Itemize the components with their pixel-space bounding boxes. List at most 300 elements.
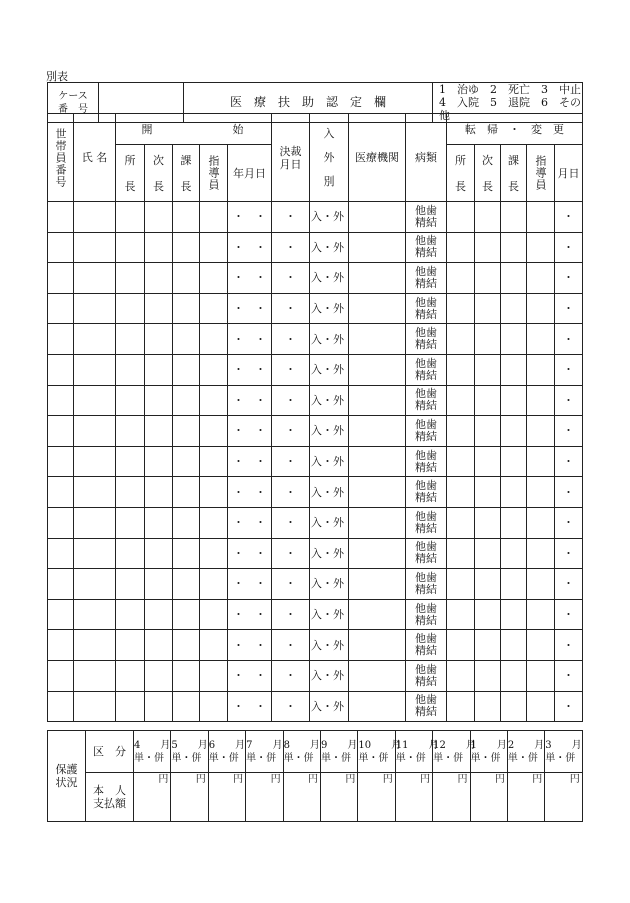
start-date-cell[interactable]: ・ ・ [228, 202, 272, 233]
household-cell[interactable] [48, 599, 74, 630]
start-section-cell[interactable] [173, 569, 200, 600]
start-chief-cell[interactable] [116, 599, 145, 630]
transfer-chief-cell[interactable] [447, 324, 475, 355]
transfer-guide-cell[interactable] [527, 293, 555, 324]
decision-date-cell[interactable]: ・ [272, 630, 310, 661]
transfer-section-cell[interactable] [501, 660, 527, 691]
transfer-deputy-cell[interactable] [475, 202, 501, 233]
start-section-cell[interactable] [173, 354, 200, 385]
institution-cell[interactable] [349, 232, 406, 263]
start-section-cell[interactable] [173, 202, 200, 233]
transfer-date-cell[interactable]: ・ [555, 324, 583, 355]
inout-cell[interactable]: 入・外 [310, 507, 349, 538]
transfer-deputy-cell[interactable] [475, 538, 501, 569]
transfer-chief-cell[interactable] [447, 507, 475, 538]
start-guide-cell[interactable] [200, 202, 228, 233]
start-date-cell[interactable]: ・ ・ [228, 416, 272, 447]
start-date-cell[interactable]: ・ ・ [228, 232, 272, 263]
transfer-chief-cell[interactable] [447, 293, 475, 324]
start-deputy-cell[interactable] [145, 569, 173, 600]
decision-date-cell[interactable]: ・ [272, 569, 310, 600]
decision-date-cell[interactable]: ・ [272, 354, 310, 385]
start-chief-cell[interactable] [116, 416, 145, 447]
transfer-guide-cell[interactable] [527, 354, 555, 385]
name-cell[interactable] [74, 232, 116, 263]
household-cell[interactable] [48, 507, 74, 538]
transfer-date-cell[interactable]: ・ [555, 507, 583, 538]
transfer-chief-cell[interactable] [447, 446, 475, 477]
inout-cell[interactable]: 入・外 [310, 599, 349, 630]
transfer-section-cell[interactable] [501, 538, 527, 569]
inout-cell[interactable]: 入・外 [310, 660, 349, 691]
transfer-deputy-cell[interactable] [475, 416, 501, 447]
payment-amount-cell[interactable]: 円 [507, 773, 544, 822]
inout-cell[interactable]: 入・外 [310, 354, 349, 385]
payment-amount-cell[interactable]: 円 [433, 773, 470, 822]
institution-cell[interactable] [349, 202, 406, 233]
start-section-cell[interactable] [173, 293, 200, 324]
start-chief-cell[interactable] [116, 477, 145, 508]
payment-amount-cell[interactable]: 円 [134, 773, 171, 822]
household-cell[interactable] [48, 691, 74, 722]
start-section-cell[interactable] [173, 538, 200, 569]
start-section-cell[interactable] [173, 385, 200, 416]
start-chief-cell[interactable] [116, 232, 145, 263]
inout-cell[interactable]: 入・外 [310, 416, 349, 447]
transfer-deputy-cell[interactable] [475, 660, 501, 691]
transfer-deputy-cell[interactable] [475, 232, 501, 263]
start-guide-cell[interactable] [200, 324, 228, 355]
start-section-cell[interactable] [173, 446, 200, 477]
name-cell[interactable] [74, 507, 116, 538]
transfer-deputy-cell[interactable] [475, 507, 501, 538]
transfer-date-cell[interactable]: ・ [555, 630, 583, 661]
transfer-date-cell[interactable]: ・ [555, 202, 583, 233]
start-chief-cell[interactable] [116, 202, 145, 233]
transfer-chief-cell[interactable] [447, 232, 475, 263]
transfer-section-cell[interactable] [501, 385, 527, 416]
transfer-date-cell[interactable]: ・ [555, 477, 583, 508]
transfer-chief-cell[interactable] [447, 385, 475, 416]
start-guide-cell[interactable] [200, 538, 228, 569]
name-cell[interactable] [74, 202, 116, 233]
household-cell[interactable] [48, 324, 74, 355]
start-date-cell[interactable]: ・ ・ [228, 538, 272, 569]
start-section-cell[interactable] [173, 691, 200, 722]
transfer-section-cell[interactable] [501, 324, 527, 355]
transfer-section-cell[interactable] [501, 569, 527, 600]
start-deputy-cell[interactable] [145, 538, 173, 569]
transfer-section-cell[interactable] [501, 477, 527, 508]
start-deputy-cell[interactable] [145, 599, 173, 630]
transfer-deputy-cell[interactable] [475, 477, 501, 508]
household-cell[interactable] [48, 354, 74, 385]
disease-cell[interactable]: 他歯 精結 [406, 293, 447, 324]
transfer-date-cell[interactable]: ・ [555, 538, 583, 569]
disease-cell[interactable]: 他歯 精結 [406, 385, 447, 416]
start-date-cell[interactable]: ・ ・ [228, 446, 272, 477]
name-cell[interactable] [74, 691, 116, 722]
start-guide-cell[interactable] [200, 599, 228, 630]
institution-cell[interactable] [349, 507, 406, 538]
name-cell[interactable] [74, 477, 116, 508]
decision-date-cell[interactable]: ・ [272, 416, 310, 447]
transfer-deputy-cell[interactable] [475, 630, 501, 661]
start-deputy-cell[interactable] [145, 660, 173, 691]
inout-cell[interactable]: 入・外 [310, 538, 349, 569]
transfer-guide-cell[interactable] [527, 202, 555, 233]
start-guide-cell[interactable] [200, 293, 228, 324]
institution-cell[interactable] [349, 538, 406, 569]
disease-cell[interactable]: 他歯 精結 [406, 202, 447, 233]
transfer-date-cell[interactable]: ・ [555, 416, 583, 447]
start-guide-cell[interactable] [200, 569, 228, 600]
transfer-deputy-cell[interactable] [475, 354, 501, 385]
start-date-cell[interactable]: ・ ・ [228, 630, 272, 661]
disease-cell[interactable]: 他歯 精結 [406, 691, 447, 722]
transfer-deputy-cell[interactable] [475, 691, 501, 722]
transfer-deputy-cell[interactable] [475, 263, 501, 294]
inout-cell[interactable]: 入・外 [310, 569, 349, 600]
inout-cell[interactable]: 入・外 [310, 477, 349, 508]
start-deputy-cell[interactable] [145, 385, 173, 416]
transfer-guide-cell[interactable] [527, 569, 555, 600]
disease-cell[interactable]: 他歯 精結 [406, 416, 447, 447]
transfer-guide-cell[interactable] [527, 477, 555, 508]
transfer-chief-cell[interactable] [447, 569, 475, 600]
month-cell-2 [208, 731, 245, 773]
decision-date-cell[interactable]: ・ [272, 599, 310, 630]
inout-cell[interactable]: 入・外 [310, 385, 349, 416]
start-deputy-cell[interactable] [145, 232, 173, 263]
household-cell[interactable] [48, 293, 74, 324]
transfer-chief-cell[interactable] [447, 263, 475, 294]
decision-date-cell[interactable]: ・ [272, 385, 310, 416]
institution-cell[interactable] [349, 385, 406, 416]
payment-amount-cell[interactable]: 円 [470, 773, 507, 822]
start-guide-cell[interactable] [200, 263, 228, 294]
month-cell-7 [395, 731, 439, 773]
transfer-deputy-cell[interactable] [475, 293, 501, 324]
disease-cell[interactable]: 他歯 精結 [406, 354, 447, 385]
start-chief-cell[interactable] [116, 691, 145, 722]
type-label[interactable]: 単・併 [246, 753, 277, 764]
start-section-cell[interactable] [173, 263, 200, 294]
institution-cell[interactable] [349, 599, 406, 630]
transfer-chief-cell[interactable] [447, 202, 475, 233]
transfer-chief-cell[interactable] [447, 660, 475, 691]
disease-cell[interactable]: 他歯 精結 [406, 263, 447, 294]
transfer-date-cell[interactable]: ・ [555, 354, 583, 385]
transfer-guide-cell[interactable] [527, 630, 555, 661]
name-cell[interactable] [74, 660, 116, 691]
name-cell[interactable] [74, 569, 116, 600]
start-chief-cell[interactable] [116, 507, 145, 538]
disease-cell[interactable]: 他歯 精結 [406, 599, 447, 630]
household-cell[interactable] [48, 660, 74, 691]
start-guide-cell[interactable] [200, 446, 228, 477]
start-deputy-cell[interactable] [145, 354, 173, 385]
start-date-cell[interactable]: ・ ・ [228, 660, 272, 691]
start-section-cell[interactable] [173, 630, 200, 661]
inout-cell[interactable]: 入・外 [310, 263, 349, 294]
disease-cell[interactable]: 他歯 精結 [406, 446, 447, 477]
start-date-cell[interactable]: ・ ・ [228, 385, 272, 416]
decision-date-cell[interactable]: ・ [272, 446, 310, 477]
start-date-cell[interactable]: ・ ・ [228, 263, 272, 294]
start-chief-cell[interactable] [116, 324, 145, 355]
inout-cell[interactable]: 入・外 [310, 202, 349, 233]
household-cell[interactable] [48, 477, 74, 508]
transfer-chief-cell[interactable] [447, 538, 475, 569]
start-date-cell[interactable]: ・ ・ [228, 507, 272, 538]
start-date-cell[interactable]: ・ ・ [228, 599, 272, 630]
start-section-cell[interactable] [173, 416, 200, 447]
start-chief-cell[interactable] [116, 446, 145, 477]
start-deputy-cell[interactable] [145, 507, 173, 538]
household-cell[interactable] [48, 538, 74, 569]
transfer-section-cell[interactable] [501, 446, 527, 477]
transfer-deputy-cell[interactable] [475, 385, 501, 416]
start-guide-cell[interactable] [200, 660, 228, 691]
start-guide-cell[interactable] [200, 232, 228, 263]
inout-cell[interactable]: 入・外 [310, 293, 349, 324]
transfer-date-cell[interactable]: ・ [555, 660, 583, 691]
type-label[interactable]: 単・併 [395, 753, 426, 764]
institution-cell[interactable] [349, 416, 406, 447]
start-deputy-cell[interactable] [145, 324, 173, 355]
name-cell[interactable] [74, 385, 116, 416]
inout-cell[interactable]: 入・外 [310, 630, 349, 661]
start-deputy-cell[interactable] [145, 263, 173, 294]
inout-cell[interactable]: 入・外 [310, 446, 349, 477]
name-cell[interactable] [74, 446, 116, 477]
transfer-date-cell[interactable]: ・ [555, 446, 583, 477]
household-cell[interactable] [48, 232, 74, 263]
transfer-date-cell[interactable]: ・ [555, 599, 583, 630]
institution-cell[interactable] [349, 354, 406, 385]
start-guide-cell[interactable] [200, 507, 228, 538]
inout-cell[interactable]: 入・外 [310, 691, 349, 722]
start-date-cell[interactable]: ・ ・ [228, 293, 272, 324]
type-label[interactable]: 単・併 [358, 753, 389, 764]
disease-cell[interactable]: 他歯 精結 [406, 324, 447, 355]
transfer-deputy-cell[interactable] [475, 569, 501, 600]
start-section-cell[interactable] [173, 477, 200, 508]
start-chief-cell[interactable] [116, 538, 145, 569]
start-date-cell[interactable]: ・ ・ [228, 691, 272, 722]
type-label[interactable]: 単・併 [208, 753, 239, 764]
payment-amount-cell[interactable]: 円 [171, 773, 208, 822]
transfer-date-cell[interactable]: ・ [555, 263, 583, 294]
disease-cell[interactable]: 他歯 精結 [406, 630, 447, 661]
transfer-date-cell[interactable]: ・ [555, 569, 583, 600]
name-cell[interactable] [74, 263, 116, 294]
institution-cell[interactable] [349, 691, 406, 722]
transfer-date-cell[interactable]: ・ [555, 691, 583, 722]
household-cell[interactable] [48, 416, 74, 447]
type-label[interactable]: 単・併 [433, 753, 464, 764]
transfer-guide-cell[interactable] [527, 416, 555, 447]
decision-date-cell[interactable]: ・ [272, 324, 310, 355]
start-date-cell[interactable]: ・ ・ [228, 477, 272, 508]
start-deputy-cell[interactable] [145, 630, 173, 661]
transfer-date-cell[interactable]: ・ [555, 293, 583, 324]
name-cell[interactable] [74, 599, 116, 630]
transfer-guide-cell[interactable] [527, 691, 555, 722]
start-date-cell[interactable]: ・ ・ [228, 324, 272, 355]
transfer-section-cell[interactable] [501, 630, 527, 661]
start-section-cell[interactable] [173, 324, 200, 355]
transfer-chief-cell[interactable] [447, 477, 475, 508]
household-cell[interactable] [48, 569, 74, 600]
decision-date-cell[interactable]: ・ [272, 232, 310, 263]
start-guide-cell[interactable] [200, 691, 228, 722]
transfer-guide-cell[interactable] [527, 538, 555, 569]
start-guide-cell[interactable] [200, 477, 228, 508]
payment-amount-cell[interactable]: 円 [208, 773, 245, 822]
payment-amount-cell[interactable]: 円 [358, 773, 395, 822]
payment-amount-cell[interactable]: 円 [283, 773, 320, 822]
transfer-section-cell[interactable] [501, 293, 527, 324]
transfer-chief-cell[interactable] [447, 691, 475, 722]
inout-cell[interactable]: 入・外 [310, 324, 349, 355]
institution-cell[interactable] [349, 630, 406, 661]
transfer-deputy-cell[interactable] [475, 599, 501, 630]
household-cell[interactable] [48, 385, 74, 416]
transfer-date-cell[interactable]: ・ [555, 232, 583, 263]
month-label: 4 月 [134, 740, 171, 751]
name-cell[interactable] [74, 324, 116, 355]
start-section-cell[interactable] [173, 660, 200, 691]
decision-date-cell[interactable]: ・ [272, 202, 310, 233]
start-chief-cell[interactable] [116, 293, 145, 324]
decision-date-cell[interactable]: ・ [272, 477, 310, 508]
start-section-cell[interactable] [173, 599, 200, 630]
institution-cell[interactable] [349, 446, 406, 477]
start-chief-cell[interactable] [116, 263, 145, 294]
start-deputy-cell[interactable] [145, 293, 173, 324]
institution-cell[interactable] [349, 477, 406, 508]
transfer-section-cell[interactable] [501, 202, 527, 233]
decision-date-cell[interactable]: ・ [272, 263, 310, 294]
transfer-section-cell[interactable] [501, 507, 527, 538]
transfer-guide-cell[interactable] [527, 507, 555, 538]
payment-amount-cell[interactable]: 円 [320, 773, 357, 822]
start-chief-cell[interactable] [116, 630, 145, 661]
start-deputy-cell[interactable] [145, 691, 173, 722]
decision-date-cell[interactable]: ・ [272, 538, 310, 569]
payment-amount-cell[interactable]: 円 [545, 773, 582, 822]
transfer-guide-cell[interactable] [527, 599, 555, 630]
transfer-deputy-cell[interactable] [475, 446, 501, 477]
type-label[interactable]: 単・併 [507, 753, 538, 764]
start-chief-cell[interactable] [116, 385, 145, 416]
category-label: 区 分 [86, 731, 134, 773]
disease-cell[interactable]: 他歯 精結 [406, 538, 447, 569]
name-cell[interactable] [74, 293, 116, 324]
start-chief-cell[interactable] [116, 660, 145, 691]
start-date-cell[interactable]: ・ ・ [228, 354, 272, 385]
start-chief-cell[interactable] [116, 569, 145, 600]
household-cell[interactable] [48, 630, 74, 661]
type-label[interactable]: 単・併 [283, 753, 314, 764]
transfer-chief-cell[interactable] [447, 416, 475, 447]
inout-cell[interactable]: 入・外 [310, 232, 349, 263]
decision-date-cell[interactable]: ・ [272, 660, 310, 691]
transfer-chief-cell[interactable] [447, 354, 475, 385]
transfer-date-cell[interactable]: ・ [555, 385, 583, 416]
transfer-section-cell[interactable] [501, 354, 527, 385]
type-label[interactable]: 単・併 [134, 753, 164, 764]
type-label[interactable]: 単・併 [171, 753, 202, 764]
transfer-chief-cell[interactable] [447, 630, 475, 661]
start-guide-cell[interactable] [200, 385, 228, 416]
transfer-guide-cell[interactable] [527, 385, 555, 416]
disease-cell[interactable]: 他歯 精結 [406, 569, 447, 600]
start-section-cell[interactable] [173, 232, 200, 263]
institution-cell[interactable] [349, 263, 406, 294]
transfer-guide-cell[interactable] [527, 324, 555, 355]
disease-cell[interactable]: 他歯 精結 [406, 477, 447, 508]
transfer-guide-cell[interactable] [527, 232, 555, 263]
start-deputy-cell[interactable] [145, 446, 173, 477]
transfer-section-cell[interactable] [501, 232, 527, 263]
decision-date-cell[interactable]: ・ [272, 691, 310, 722]
name-cell[interactable] [74, 630, 116, 661]
transfer-section-cell[interactable] [501, 416, 527, 447]
transfer-guide-cell[interactable] [527, 263, 555, 294]
type-label[interactable]: 単・併 [320, 753, 351, 764]
type-label[interactable]: 単・併 [545, 753, 576, 764]
transfer-guide-cell[interactable] [527, 660, 555, 691]
start-section-cell[interactable] [173, 507, 200, 538]
decision-date-cell[interactable]: ・ [272, 293, 310, 324]
transfer-section-cell[interactable] [501, 263, 527, 294]
disease-cell[interactable]: 他歯 精結 [406, 232, 447, 263]
name-cell[interactable] [74, 354, 116, 385]
institution-cell[interactable] [349, 660, 406, 691]
transfer-deputy-cell[interactable] [475, 324, 501, 355]
start-deputy-cell[interactable] [145, 477, 173, 508]
transfer-guide-cell[interactable] [527, 446, 555, 477]
transfer-section-cell[interactable] [501, 691, 527, 722]
start-chief-cell[interactable] [116, 354, 145, 385]
payment-amount-cell[interactable]: 円 [246, 773, 283, 822]
disease-cell[interactable]: 他歯 精結 [406, 507, 447, 538]
institution-cell[interactable] [349, 293, 406, 324]
transfer-section-cell[interactable] [501, 599, 527, 630]
institution-cell[interactable] [349, 569, 406, 600]
household-cell[interactable] [48, 202, 74, 233]
household-cell[interactable] [48, 263, 74, 294]
start-guide-cell[interactable] [200, 630, 228, 661]
household-cell[interactable] [48, 446, 74, 477]
transfer-chief-cell[interactable] [447, 599, 475, 630]
payment-amount-cell[interactable]: 円 [395, 773, 432, 822]
start-deputy-cell[interactable] [145, 416, 173, 447]
name-cell[interactable] [74, 416, 116, 447]
start-date-cell[interactable]: ・ ・ [228, 569, 272, 600]
start-guide-cell[interactable] [200, 354, 228, 385]
type-label[interactable]: 単・併 [470, 753, 501, 764]
institution-cell[interactable] [349, 324, 406, 355]
disease-cell[interactable]: 他歯 精結 [406, 660, 447, 691]
name-cell[interactable] [74, 538, 116, 569]
start-deputy-cell[interactable] [145, 202, 173, 233]
start-guide-cell[interactable] [200, 416, 228, 447]
decision-date-cell[interactable]: ・ [272, 507, 310, 538]
